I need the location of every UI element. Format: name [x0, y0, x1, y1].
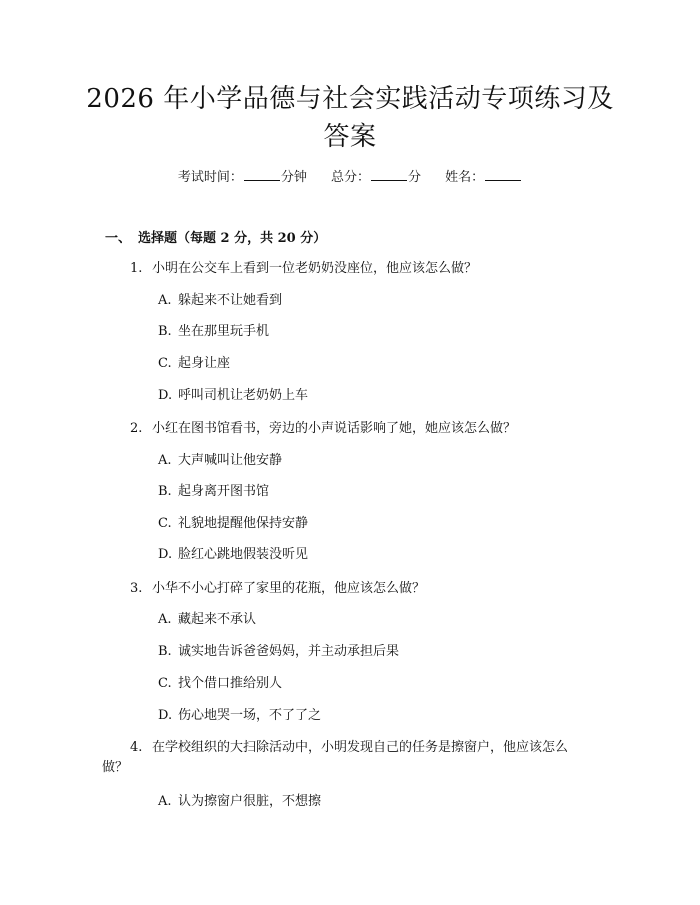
name-label: 姓名： [445, 170, 485, 185]
option-letter: B. [158, 324, 172, 339]
question-number: 3. [130, 581, 143, 596]
option-text: 认为擦窗户很脏，不想擦 [178, 794, 322, 809]
option-text: 伤心地哭一场，不了了之 [178, 708, 322, 723]
question-1-option-a [158, 291, 598, 311]
question-text: 小明在公交车上看到一位老奶奶没座位，他应该怎么做？ [152, 261, 478, 276]
question-text-line-2: 做？ [102, 760, 129, 775]
question-number: 1. [130, 261, 143, 276]
option-text: 起身离开图书馆 [178, 484, 270, 499]
option-text: 起身让座 [178, 356, 231, 371]
option-letter: B. [158, 484, 172, 499]
option-text: 礼貌地提醒他保持安静 [178, 516, 309, 531]
exam-time-unit: 分钟 [280, 170, 307, 185]
option-text: 坐在那里玩手机 [178, 324, 270, 339]
question-4-option-a [158, 792, 598, 812]
total-score-label: 总分： [330, 170, 370, 185]
question-text: 小红在图书馆看书，旁边的小声说话影响了她，她应该怎么做？ [152, 421, 517, 436]
question-number: 2. [130, 421, 143, 436]
question-1 [130, 259, 600, 279]
question-3-option-d [158, 706, 598, 726]
section-title: 选择题（每题 2 分，共 20 分） [138, 231, 327, 246]
option-letter: C. [158, 356, 172, 371]
total-score-unit: 分 [408, 170, 422, 185]
question-4 [102, 738, 600, 778]
exam-time-label: 考试时间： [177, 170, 243, 185]
question-3-option-a [158, 610, 598, 630]
option-letter: C. [158, 516, 172, 531]
option-letter: D. [158, 708, 173, 723]
exam-info-line [0, 168, 700, 188]
name-field [445, 168, 522, 188]
option-letter: B. [158, 644, 172, 659]
name-blank [485, 168, 521, 181]
option-letter: A. [158, 453, 172, 468]
question-2-option-c [158, 514, 598, 534]
section-heading [105, 229, 326, 249]
option-text: 诚实地告诉爸爸妈妈，并主动承担后果 [178, 644, 400, 659]
question-2 [130, 419, 600, 439]
question-text: 小华不小心打碎了家里的花瓶，他应该怎么做？ [152, 581, 426, 596]
option-text: 找个借口推给别人 [178, 676, 283, 691]
option-letter: A. [158, 794, 172, 809]
option-text: 脸红心跳地假装没听见 [178, 547, 309, 562]
question-2-option-b [158, 482, 598, 502]
question-1-option-d [158, 386, 598, 406]
exam-time-field [178, 168, 307, 188]
question-text-line-1: 在学校组织的大扫除活动中，小明发现自己的任务是擦窗户，他应该怎么 [152, 740, 569, 755]
question-3 [130, 579, 600, 599]
exam-time-blank [244, 168, 280, 181]
total-score-field [331, 168, 421, 188]
total-score-blank [371, 168, 407, 181]
question-number: 4. [130, 740, 143, 755]
option-text: 躲起来不让她看到 [178, 293, 283, 308]
question-2-option-d [158, 545, 598, 565]
option-text: 藏起来不承认 [178, 612, 257, 627]
question-line-1 [102, 738, 600, 758]
option-letter: C. [158, 676, 172, 691]
question-1-option-c [158, 354, 598, 374]
option-letter: D. [158, 547, 173, 562]
option-letter: A. [158, 612, 172, 627]
option-text: 大声喊叫让他安静 [178, 453, 283, 468]
question-3-option-b [158, 642, 598, 662]
question-1-option-b [158, 322, 598, 342]
option-text: 呼叫司机让老奶奶上车 [178, 388, 309, 403]
section-number: 一、 [105, 231, 132, 246]
question-2-option-a [158, 451, 598, 471]
option-letter: D. [158, 388, 173, 403]
question-3-option-c [158, 674, 598, 694]
option-letter: A. [158, 293, 172, 308]
document-title: 2026 年小学品德与社会实践活动专项练习及答案 [86, 84, 614, 152]
